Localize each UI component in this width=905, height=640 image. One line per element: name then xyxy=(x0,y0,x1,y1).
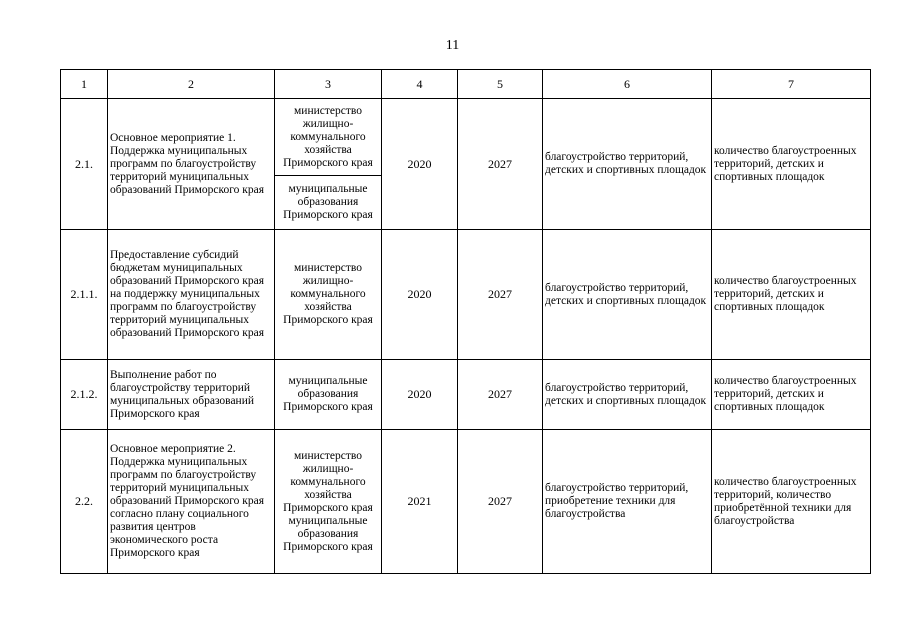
end-year: 2027 xyxy=(458,99,543,230)
header-cell: 2 xyxy=(108,70,275,99)
indicator: количество благоустроенных территорий, детских и спортивных площадок xyxy=(712,99,871,230)
executor: министерство жилищно-коммунального хозяйства Приморского края xyxy=(275,230,382,360)
start-year: 2020 xyxy=(382,230,458,360)
executor: муниципальные образования Приморского края xyxy=(275,176,382,230)
start-year: 2021 xyxy=(382,430,458,574)
expected-result: благоустройство территорий, приобретение техники для благоустройства xyxy=(543,430,712,574)
header-row xyxy=(61,70,871,99)
end-year: 2027 xyxy=(458,230,543,360)
measures-table xyxy=(60,69,871,574)
measure-name: Выполнение работ по благоустройству территорий муниципальных образований Приморского края xyxy=(108,360,275,430)
header-cell: 5 xyxy=(458,70,543,99)
row-number: 2.1.2. xyxy=(61,360,108,430)
executor-line: министерство жилищно-коммунального хозяйства Приморского края xyxy=(283,449,373,514)
header-cell: 3 xyxy=(275,70,382,99)
indicator: количество благоустроенных территорий, детских и спортивных площадок xyxy=(712,230,871,360)
header-cell: 1 xyxy=(61,70,108,99)
page-number: 11 xyxy=(445,38,460,53)
executor-line: муниципальные образования Приморского края xyxy=(283,514,373,553)
end-year: 2027 xyxy=(458,430,543,574)
header-cell: 7 xyxy=(712,70,871,99)
expected-result: благоустройство территорий, детских и спортивных площадок xyxy=(543,99,712,230)
table-row xyxy=(61,230,871,360)
row-number: 2.2. xyxy=(61,430,108,574)
table-row xyxy=(61,99,871,176)
executor: муниципальные образования Приморского края xyxy=(275,360,382,430)
start-year: 2020 xyxy=(382,360,458,430)
table-row xyxy=(61,360,871,430)
table-row xyxy=(61,430,871,574)
measure-name: Предоставление субсидий бюджетам муниципальных образований Приморского края на поддержку муниципальных программ по благоустройству территорий муниципальных образований Приморского края xyxy=(108,230,275,360)
executor: министерство жилищно-коммунального хозяйства Приморского края xyxy=(275,99,382,176)
row-number: 2.1.1. xyxy=(61,230,108,360)
indicator: количество благоустроенных территорий, количество приобретённой техники для благоустройства xyxy=(712,430,871,574)
header-cell: 6 xyxy=(543,70,712,99)
start-year: 2020 xyxy=(382,99,458,230)
measure-name: Основное мероприятие 1. Поддержка муниципальных программ по благоустройству территорий муниципальных образований Приморского края xyxy=(108,99,275,230)
end-year: 2027 xyxy=(458,360,543,430)
indicator: количество благоустроенных территорий, детских и спортивных площадок xyxy=(712,360,871,430)
measure-name: Основное мероприятие 2. Поддержка муниципальных программ по благоустройству территорий муниципальных образований Приморского края согласно плану социального развития центров экономического роста Приморского края xyxy=(108,430,275,574)
header-cell: 4 xyxy=(382,70,458,99)
expected-result: благоустройство территорий, детских и спортивных площадок xyxy=(543,230,712,360)
executor xyxy=(275,430,382,574)
row-number: 2.1. xyxy=(61,99,108,230)
expected-result: благоустройство территорий, детских и спортивных площадок xyxy=(543,360,712,430)
